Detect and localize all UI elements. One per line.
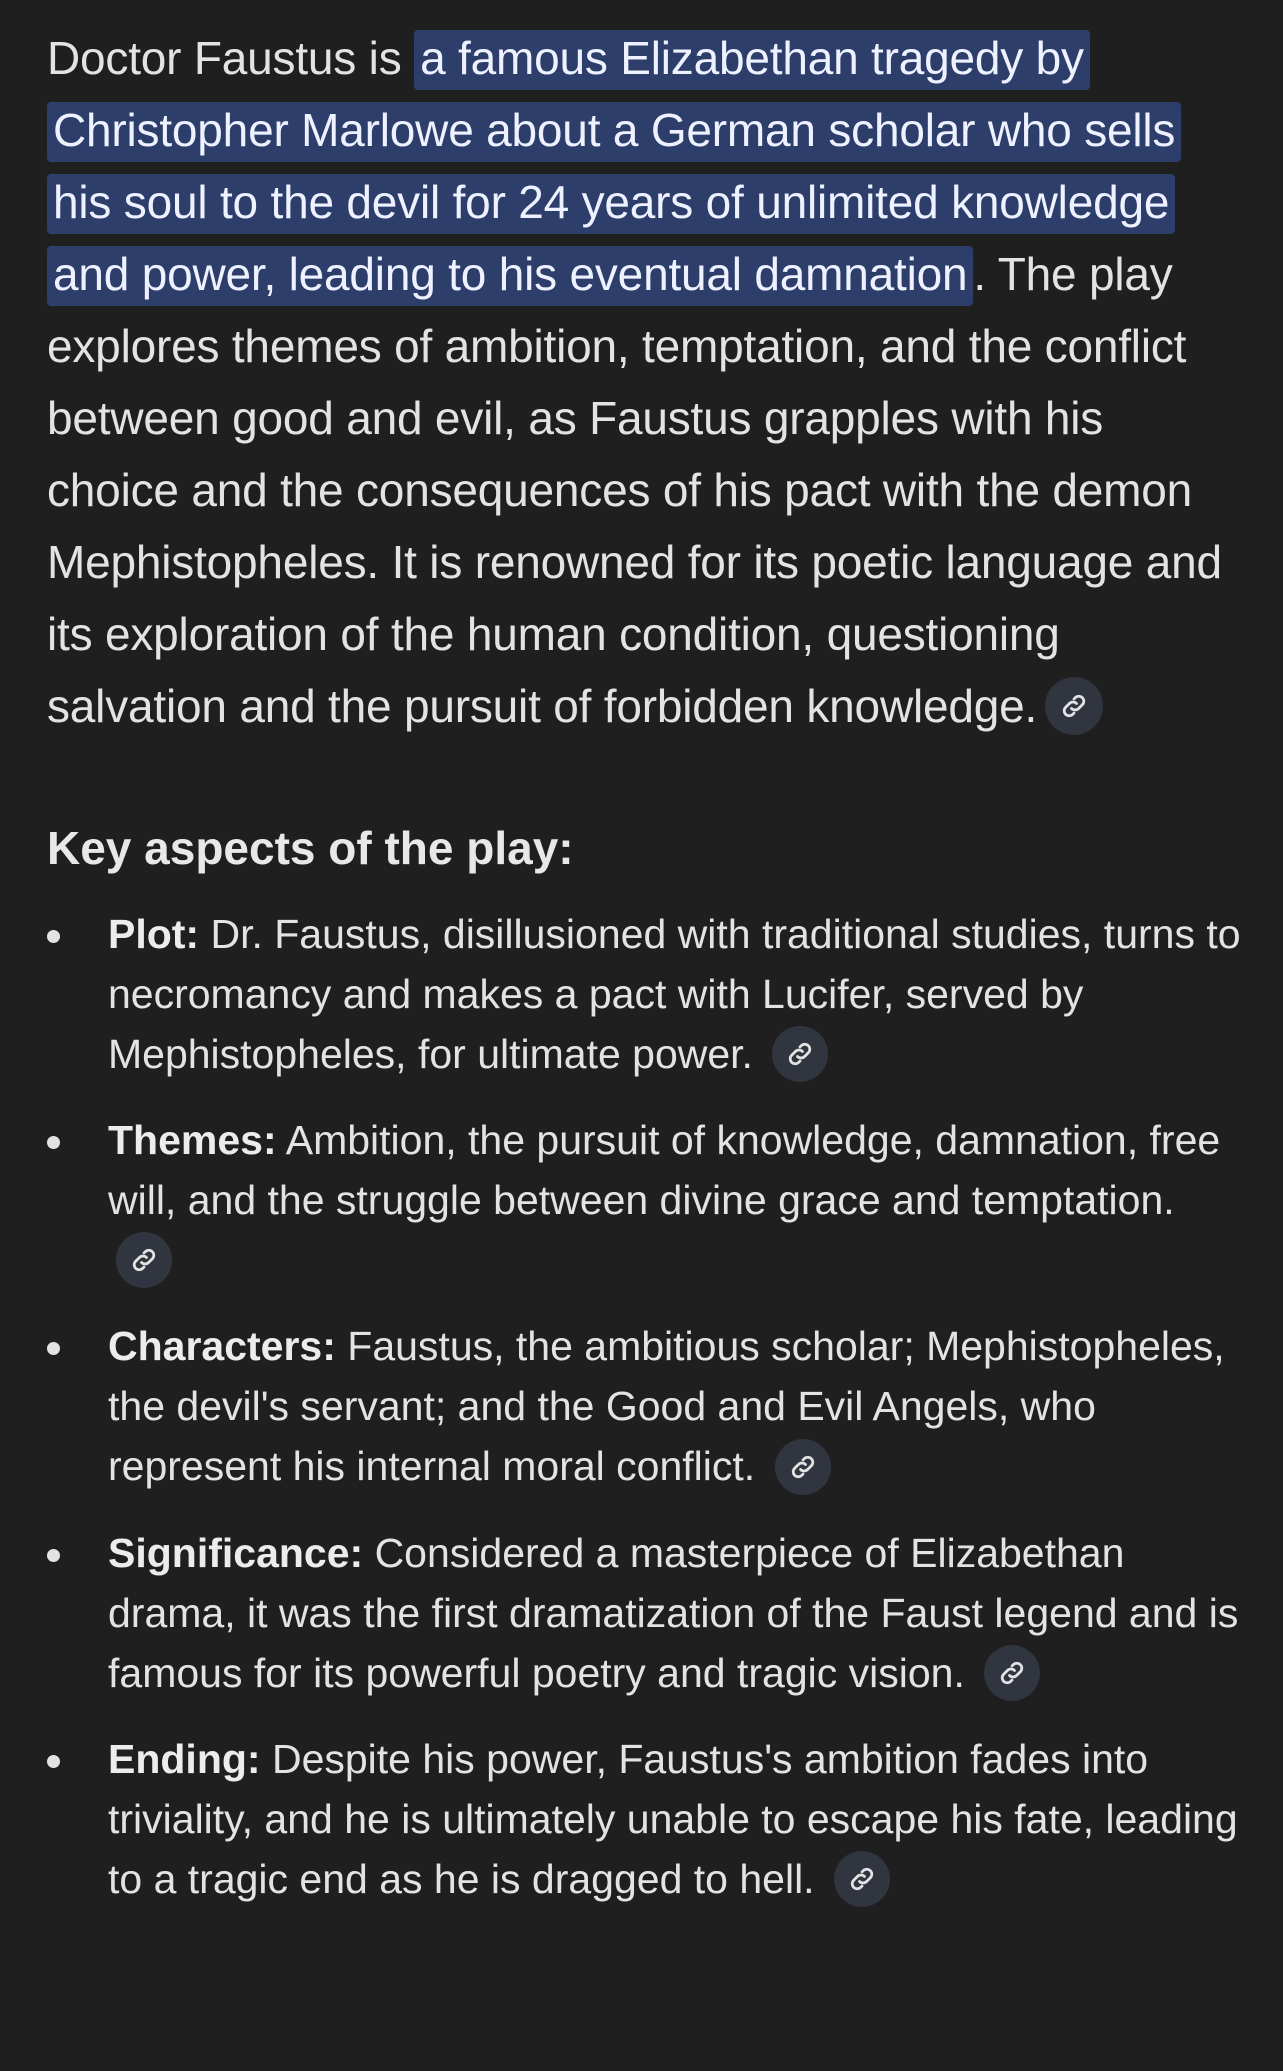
intro-text-start: Doctor Faustus is xyxy=(47,32,415,84)
list-item-text: Despite his power, Faustus's ambition fades into triviality, and he is ultimately unable to escape his fate, leading to a tragic end as he is dragged to hell. xyxy=(108,1735,1238,1902)
bullet-point xyxy=(47,1549,60,1562)
list-item-term: Characters: xyxy=(108,1323,336,1370)
source-link-button[interactable] xyxy=(116,1232,172,1288)
list-item-themes xyxy=(47,1110,1243,1291)
list-item-plot xyxy=(47,904,1243,1085)
intro-paragraph xyxy=(47,22,1243,742)
bullet-point xyxy=(47,1136,60,1149)
list-item-text: Considered a masterpiece of Elizabethan drama, it was the first dramatization of the Faust legend and is famous for its powerful poetry and tragic vision. xyxy=(108,1529,1239,1696)
list-item-text: Faustus, the ambitious scholar; Mephistopheles, the devil's servant; and the Good and Evil Angels, who represent his internal moral conflict. xyxy=(108,1323,1225,1490)
section-heading: Key aspects of the play: xyxy=(47,822,574,874)
link-icon xyxy=(1059,691,1089,721)
list-item-term: Plot: xyxy=(108,911,200,957)
link-icon xyxy=(788,1452,818,1482)
source-link-button[interactable] xyxy=(772,1026,828,1082)
list-item-ending xyxy=(47,1729,1243,1910)
list-item-term: Significance: xyxy=(108,1529,364,1576)
list-item-significance xyxy=(47,1523,1243,1704)
bullet-point xyxy=(47,1755,60,1768)
bullet-point xyxy=(47,930,60,943)
list-item-text: Ambition, the pursuit of knowledge, damnation, free will, and the struggle between divine grace and temptation. xyxy=(108,1117,1221,1224)
list-item-text: Dr. Faustus, disillusioned with traditional studies, turns to necromancy and makes a pact with Lucifer, served by Mephistopheles, for ultimate power. xyxy=(108,911,1241,1077)
aspects-list xyxy=(47,904,1243,1910)
source-link-button[interactable] xyxy=(775,1439,831,1495)
highlighted-text[interactable]: a famous Elizabethan tragedy by Christopher Marlowe about a German scholar who sells his soul to the devil for 24 years of unlimited knowledge and power, leading to his eventual damnation xyxy=(47,30,1181,306)
link-icon xyxy=(129,1245,159,1275)
link-icon xyxy=(847,1864,877,1894)
intro-text-end: . The play explores themes of ambition, temptation, and the conflict between good and evil, as Faustus grapples with his choice and the consequences of his pact with the demon Mephistopheles. It is renowned for its poetic language and its exploration of the human condition, questioning salvation and the pursuit of forbidden knowledge. xyxy=(47,248,1222,732)
list-item-term: Themes: xyxy=(108,1117,277,1164)
link-icon xyxy=(997,1658,1027,1688)
source-link-button[interactable] xyxy=(834,1851,890,1907)
source-link-button[interactable] xyxy=(1045,677,1103,735)
link-icon xyxy=(785,1039,815,1069)
list-item-characters xyxy=(47,1316,1243,1497)
source-link-button[interactable] xyxy=(984,1645,1040,1701)
list-item-term: Ending: xyxy=(108,1735,261,1782)
bullet-point xyxy=(47,1342,60,1355)
